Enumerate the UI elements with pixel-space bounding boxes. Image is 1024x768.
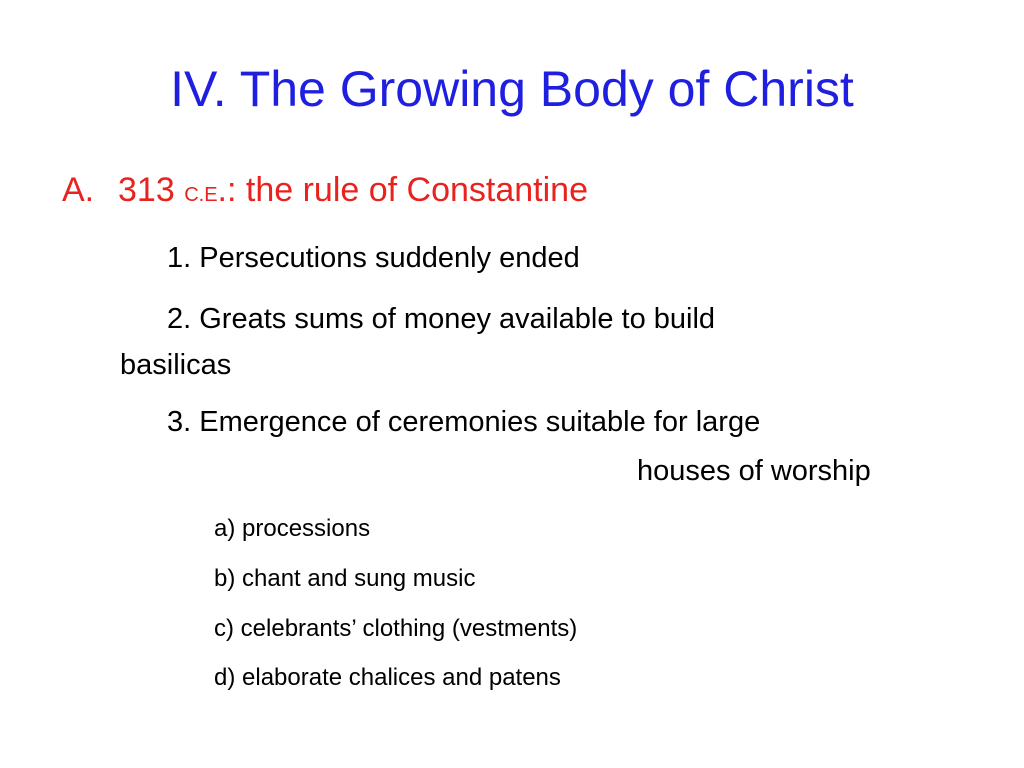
item-3: 3. Emergence of ceremonies suitable for large (167, 406, 761, 438)
section-a-text: : the rule of Constantine (226, 171, 588, 209)
item-2-continuation: basilicas (120, 349, 232, 381)
section-a-year: 313 (118, 171, 175, 209)
section-a-heading (62, 171, 588, 210)
item-2: 2. Greats sums of money available to build (167, 303, 716, 335)
subitem-d: d) elaborate chalices and patens (214, 664, 561, 691)
section-a-era: C.E (184, 184, 218, 206)
item-1: 1. Persecutions suddenly ended (167, 242, 580, 274)
subitem-a: a) processions (214, 515, 371, 542)
item-3-continuation: houses of worship (637, 455, 871, 487)
subitem-b: b) chant and sung music (214, 565, 476, 592)
section-a-era-suffix: . (217, 171, 227, 209)
section-a-marker: A. (62, 171, 95, 209)
slide-title: IV. The Growing Body of Christ (170, 61, 854, 117)
subitem-c: c) celebrants’ clothing (vestments) (214, 615, 578, 642)
